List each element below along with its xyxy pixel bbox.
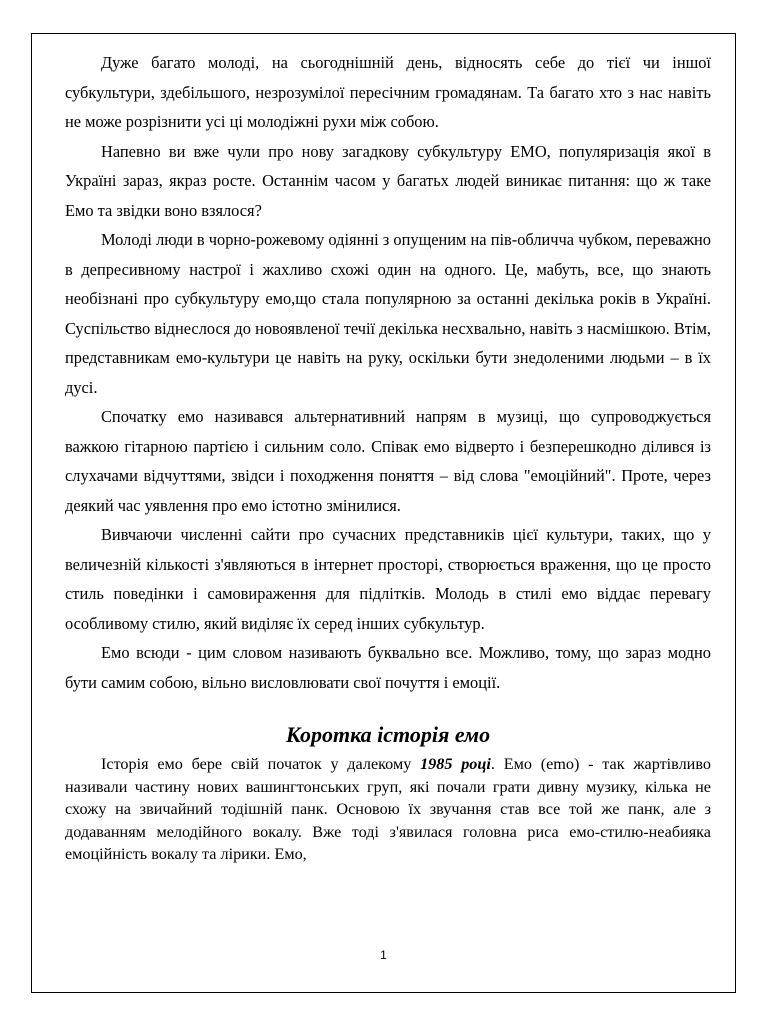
paragraph-emo-history bbox=[65, 753, 711, 866]
paragraph-emo-question: Напевно ви вже чули про нову загадкову субкультуру ЕМО, популяризація якої в Україні зараз, якраз росте. Останнім часом у багатьх людей виникає питання: що ж таке Емо та звідки воно взялося? bbox=[65, 141, 711, 220]
history-text-rest: . Емо (emo) - так жартівливо називали частину нових вашингтонських груп, які почали грати дивну музику, кілька не схожу на звичайний тодішній панк. Основою їх звучання став все той же панк, але з додаванням мелодійного вокалу. Вже тоді з'явилася головна риса емо-стилю-неабияка емоційність вокалу та лірики. Емо, bbox=[65, 755, 711, 863]
document-page bbox=[31, 33, 736, 993]
document-body bbox=[65, 48, 711, 866]
section-heading: Коротка історія емо bbox=[285, 722, 491, 747]
paragraph-emo-music: Спочатку емо називався альтернативний напрям в музиці, що супроводжується важкою гітарною партією і сильним соло. Співак емо відверто і безперешкодно ділився із слухачами відчуттями, звідси і походження поняття – від слова "емоційний". Проте, через деякий час уявлення про емо істотно змінилися. bbox=[65, 407, 711, 515]
paragraph-emo-websites: Вивчаючи численні сайти про сучасних представників цієї культури, таких, що у величезній кількості з'являються в інтернет просторі, створюється враження, що це просто стиль поведінки і самовираження для підлітків. Молодь в стилі емо віддає перевагу особливому стилю, який виділяє їх серед інших субкультур. bbox=[65, 525, 711, 633]
paragraph-emo-appearance: Молоді люди в чорно-рожевому одіянні з опущеним на пів-обличча чубком, переважно в депресивному настрої і жахливо схожі один на одного. Це, мабуть, все, що знають необізнані про субкультуру емо,що стала популярною за останні декілька років в Україні. Суспільство віднеслося до новоявленої течії декілька несхвально, навіть з насмішкою. Втім, представникам емо-культури це навіть на руку, оскільки бути знедоленими людьми – в їх дусі. bbox=[65, 230, 711, 397]
history-text-start: Історія емо бере свій початок у далекому bbox=[101, 755, 421, 773]
paragraph-intro: Дуже багато молоді, на сьогоднішній день, відносять себе до тієї чи іншої субкультури, здебільшого, незрозумілої пересічним громадянам. Та багато хто з нас навіть не може розрізнити усі ці молодіжні рухи між собою. bbox=[65, 53, 711, 131]
paragraph-emo-everywhere: Емо всюди - цим словом називають буквально все. Можливо, тому, що зараз модно бути самим собою, вільно висловлювати свої почуття і емоції. bbox=[65, 643, 711, 692]
page-number: 1 bbox=[380, 948, 387, 962]
history-year-emphasis: 1985 році bbox=[420, 755, 491, 773]
